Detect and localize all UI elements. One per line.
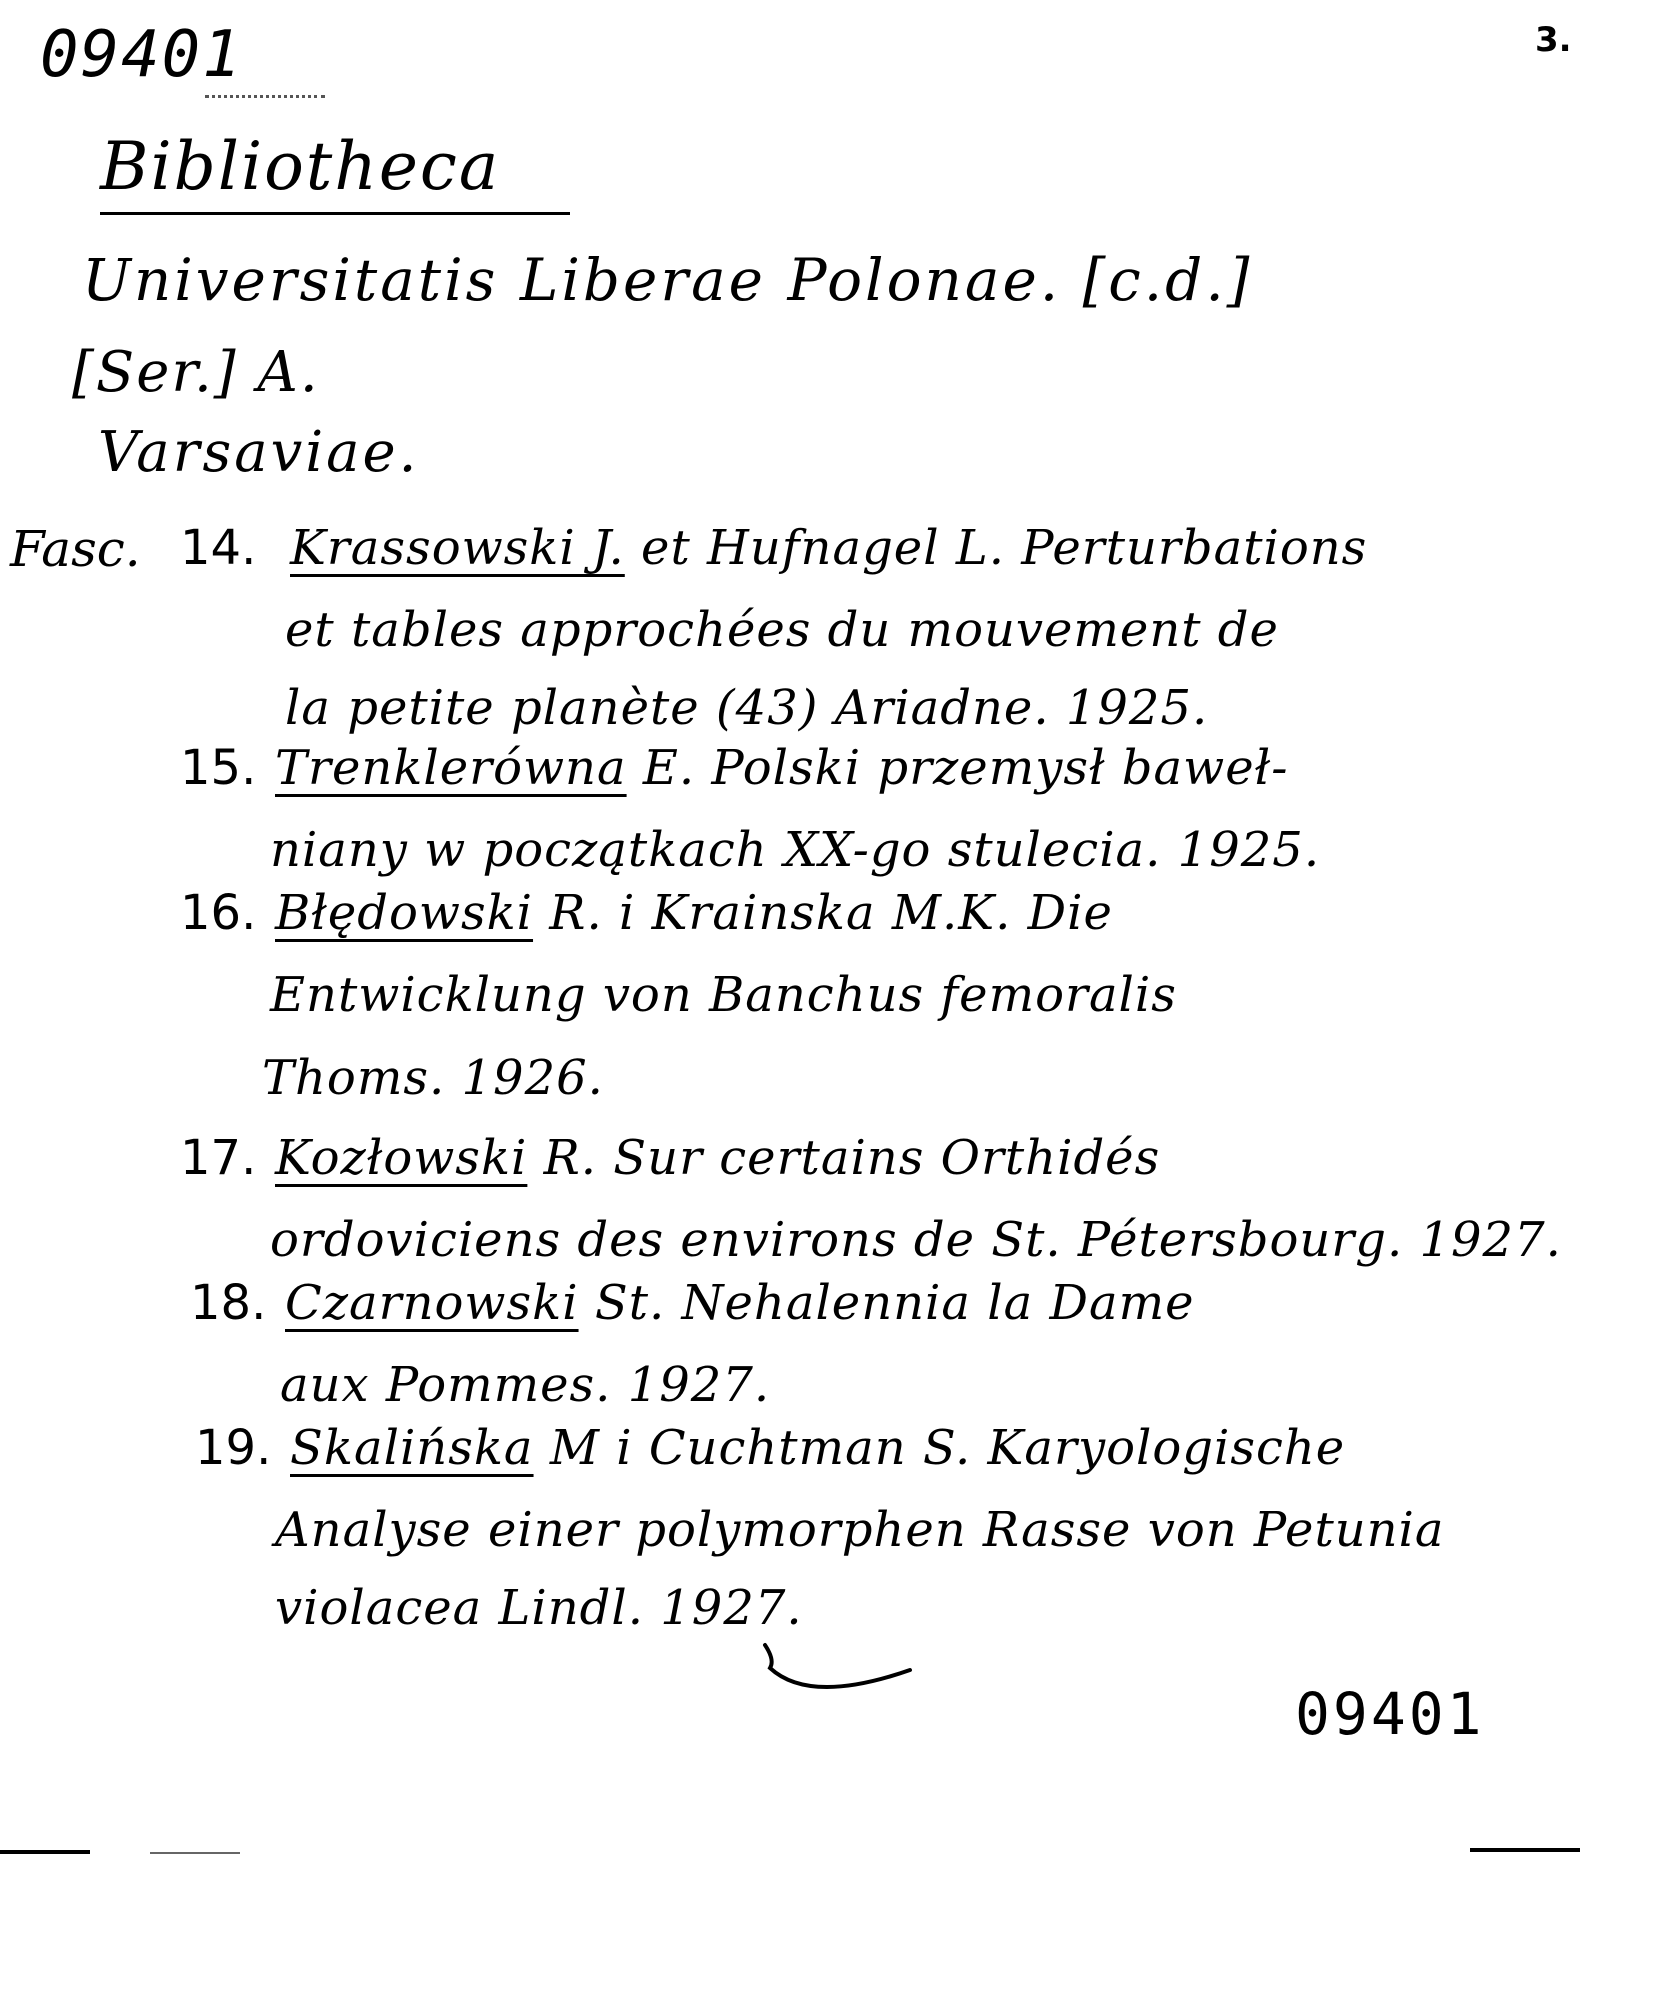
entry-line: et tables approchées du mouvement de	[285, 602, 1279, 658]
entry-author: Skalińska	[290, 1420, 534, 1476]
entry-number: 18.	[190, 1275, 267, 1331]
series-sub: [Ser.] A.	[72, 340, 320, 405]
publication-place: Varsaviae.	[98, 420, 420, 485]
entry-line: ordoviciens des environs de St. Pétersbourg. 1927.	[270, 1212, 1562, 1268]
entry-number: 14.	[180, 520, 257, 576]
entry-line	[275, 740, 1288, 796]
pen-mark-icon	[760, 1640, 920, 1710]
call-number-top: 09401	[40, 18, 243, 92]
series-name: Universitatis Liberae Polonae. [c.d.]	[82, 246, 1253, 314]
title-underline	[100, 212, 570, 215]
entry-text: E. Polski przemysł baweł-	[642, 740, 1289, 796]
entry-line: Thoms. 1926.	[262, 1050, 604, 1106]
entry-number: 17.	[180, 1130, 257, 1186]
entry-line	[275, 885, 1113, 941]
entry-line	[285, 1275, 1195, 1331]
entry-line: violacea Lindl. 1927.	[275, 1580, 803, 1636]
entry-line: aux Pommes. 1927.	[280, 1357, 771, 1413]
entry-line	[290, 1420, 1345, 1476]
entry-line	[290, 520, 1367, 576]
page-number: 3.	[1535, 20, 1572, 60]
entry-line: la petite planète (43) Ariadne. 1925.	[285, 680, 1209, 736]
entry-text: et Hufnagel L. Perturbations	[641, 520, 1368, 576]
card-edge-left	[0, 1850, 90, 1854]
entry-author: Krassowski J.	[290, 520, 625, 576]
entry-line: Entwicklung von Banchus femoralis	[270, 967, 1177, 1023]
entry-number: 19.	[195, 1420, 272, 1476]
entry-number: 16.	[180, 885, 257, 941]
entry-author: Trenklerówna	[275, 740, 627, 796]
entry-line	[275, 1130, 1160, 1186]
entry-text: R. i Krainska M.K. Die	[549, 885, 1113, 941]
entry-author: Kozłowski	[275, 1130, 528, 1186]
call-number-bottom: 09401	[1295, 1680, 1485, 1748]
fasc-label: Fasc.	[10, 520, 141, 578]
entry-number: 15.	[180, 740, 257, 796]
dotted-mark	[205, 95, 325, 98]
entry-text: St. Nehalennia la Dame	[594, 1275, 1195, 1331]
card-edge-left-dash	[150, 1852, 240, 1854]
entry-text: R. Sur certains Orthidés	[543, 1130, 1161, 1186]
library-title: Bibliotheca	[100, 128, 501, 205]
entry-line: Analyse einer polymorphen Rasse von Petunia	[275, 1502, 1445, 1558]
entry-author: Błędowski	[275, 885, 534, 941]
entry-line: niany w początkach XX-go stulecia. 1925.	[270, 822, 1321, 878]
card-edge-right	[1470, 1848, 1580, 1852]
entry-text: M i Cuchtman S. Karyologische	[549, 1420, 1346, 1476]
entry-author: Czarnowski	[285, 1275, 579, 1331]
